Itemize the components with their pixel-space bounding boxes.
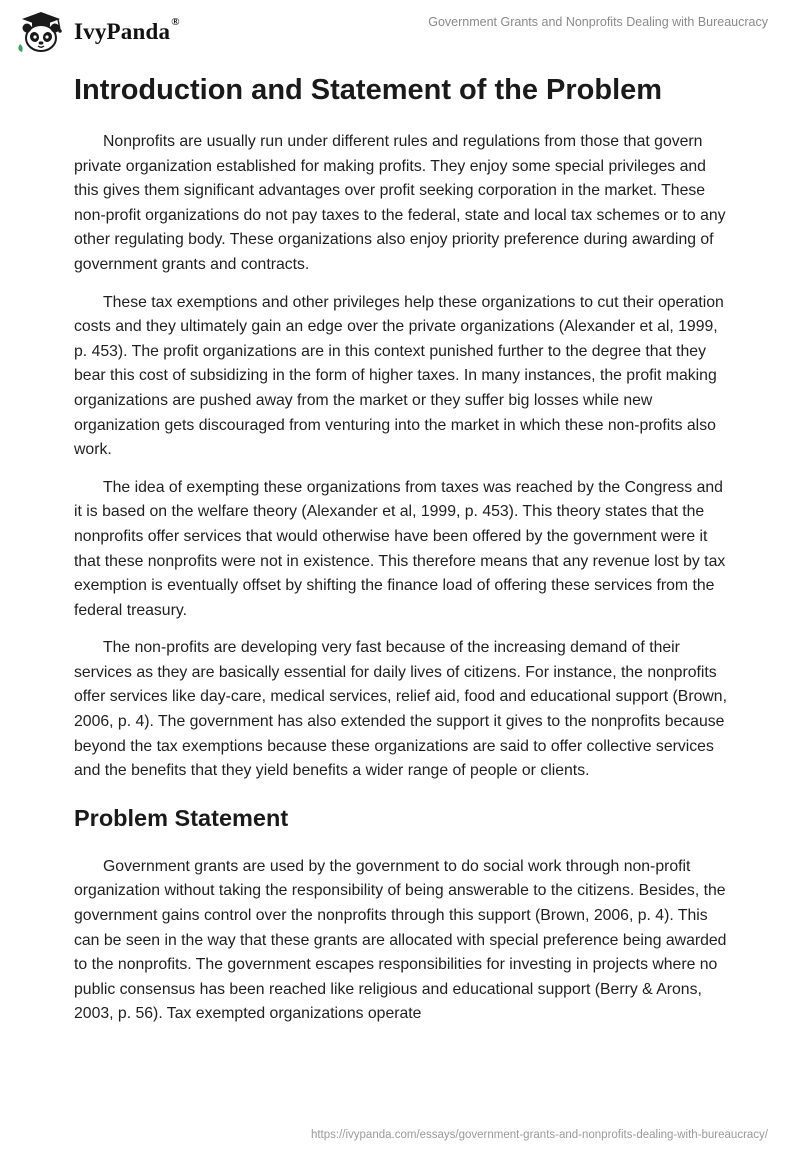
source-url[interactable]: https://ivypanda.com/essays/government-grants-and-nonprofits-dealing-with-bureaucracy/ — [310, 1129, 768, 1141]
essay-content — [74, 72, 734, 1040]
paragraph: These tax exemptions and other privileges help these organizations to cut their operation costs and they ultimately gain an edge over the private organizations (Alexander et al, 1999, p. 453). The profit organizations are in this context punished further to the degree that they bear this cost of subsidizing in the form of higher taxes. In many instances, the profit making organizations are pushed away from the market or they suffer big losses while new organization gets discouraged from venturing into the market in which these non-profits also work. — [74, 293, 724, 459]
paragraph: The non-profits are developing very fast because of the increasing demand of their services as they are basically essential for daily lives of citizens. For instance, the nonprofits offer services like day-care, medical services, relief aid, food and educational support (Brown, 2006, p. 4). The government has also extended the support it gives to the nonprofits because beyond the tax exemptions because these organizations are said to offer collective services and the benefits that they yield benefits a wider range of people or clients. — [74, 639, 727, 780]
document-header-title: Government Grants and Nonprofits Dealing with Bureaucracy — [428, 15, 768, 29]
ivypanda-logo[interactable] — [14, 10, 180, 54]
section-heading-problem-statement: Problem Statement — [74, 804, 289, 831]
section-heading-introduction: Introduction and Statement of the Problem — [74, 74, 663, 106]
paragraph: Nonprofits are usually run under different rules and regulations from those that govern private organization established for making profits. They enjoy some special privileges and this gives them significant advantages over profit seeking corporation in the market. These non-profit organizations do not pay taxes to the federal, state and local tax schemes or to any other regulating body. These organizations also enjoy priority preference during awarding of government grants and contracts. — [74, 133, 726, 273]
logo-text: IvyPanda® — [74, 16, 180, 44]
page-header — [0, 0, 800, 60]
paragraph: The idea of exempting these organizations from taxes was reached by the Congress and it is based on the welfare theory (Alexander et al, 1999, p. 453). This theory states that the nonprofits offer services that would otherwise have been offered by the government were it that these nonprofits were not in existence. This therefore means that any revenue lost by tax exemption is eventually offset by shifting the finance load of offering these services from the federal treasury. — [74, 478, 726, 619]
panda-graduate-icon — [14, 10, 68, 54]
paragraph: Government grants are used by the government to do social work through non-profit organization without taking the responsibility of being answerable to the citizens. Besides, the government gains control over the nonprofits through this support (Brown, 2006, p. 4). This can be seen in the way that these grants are allocated with special preference being awarded to the nonprofits. The government escapes responsibilities for investing in projects where no public consensus has been reached like religious and educational support (Berry & Arons, 2003, p. 56). Tax exempted organizations operate — [74, 857, 727, 1023]
